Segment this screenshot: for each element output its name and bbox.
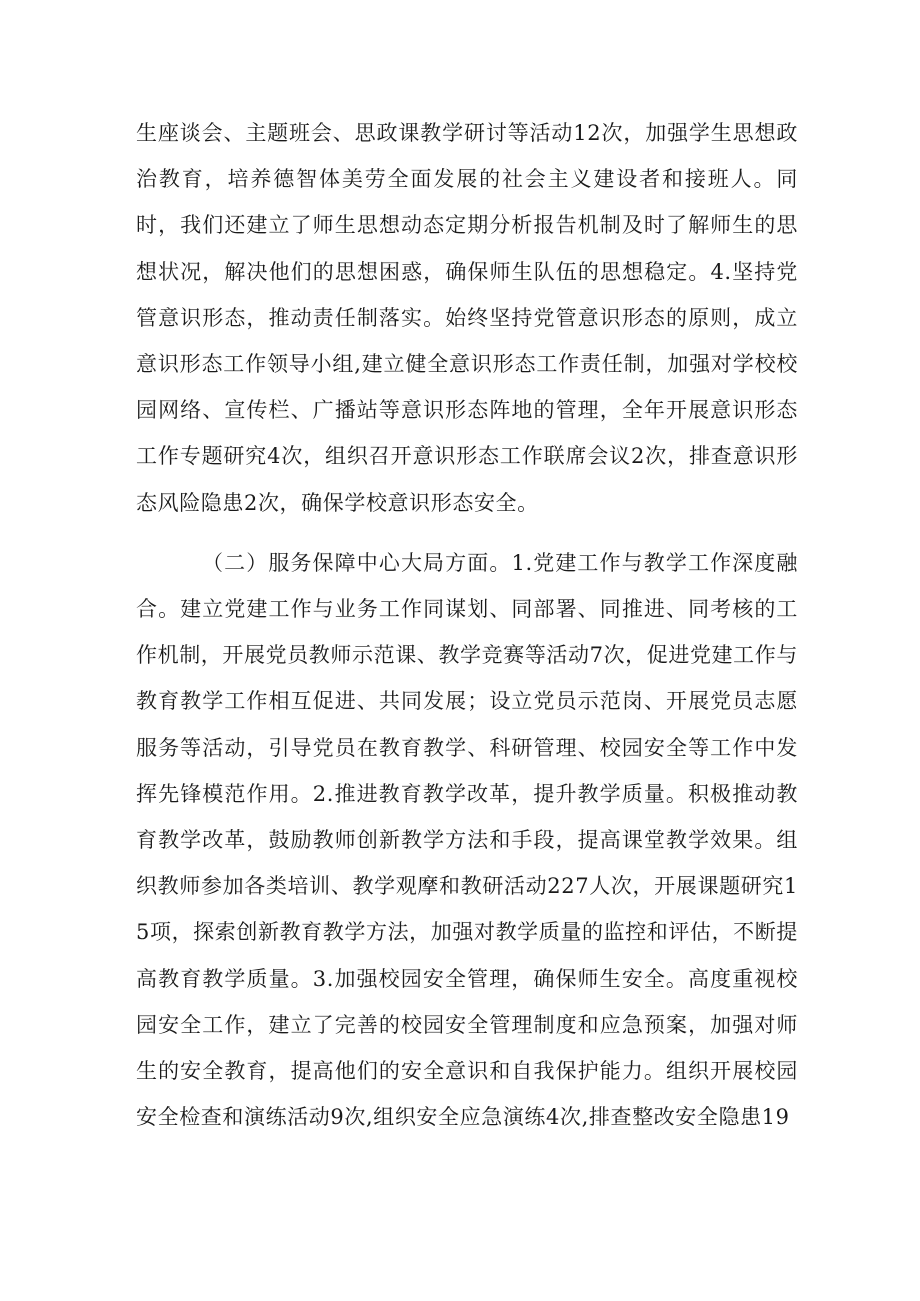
paragraph-continuation: 生座谈会、主题班会、思政课教学研讨等活动12次，加强学生思想政治教育，培养德智体美劳全面发展的社会主义建设者和接班人。同时，我们还建立了师生思想动态定期分析报告机制及时了解师生的思想状况，解决他们的思想困惑，确保师生队伍的思想稳定。4.坚持党管意识形态，推动责任制落实。始终坚持党管意识形态的原则，成立意识形态工作领导小组,建立健全意识形态工作责任制，加强对学校校园网络、宣传栏、广播站等意识形态阵地的管理，全年开展意识形态工作专题研究4次，组织召开意识形态工作联席会议2次，排查意识形态风险隐患2次，确保学校意识形态安全。: [136, 121, 798, 515]
paragraph-service-guarantee: （二）服务保障中心大局方面。1.党建工作与教学工作深度融合。建立党建工作与业务工作同谋划、同部署、同推进、同考核的工作机制，开展党员教师示范课、教学竞赛等活动7次，促进党建工作与教育教学工作相互促进、共同发展；设立党员示范岗、开展党员志愿服务等活动，引导党员在教育教学、科研管理、校园安全等工作中发挥先锋模范作用。2.推进教育教学改革，提升教学质量。积极推动教育教学改革，鼓励教师创新教学方法和手段，提高课堂教学效果。组织教师参加各类培训、教学观摩和教研活动227人次，开展课题研究15项，探索创新教育教学方法，加强对教学质量的监控和评估，不断提高教育教学质量。3.加强校园安全管理，确保师生安全。高度重视校园安全工作，建立了完善的校园安全管理制度和应急预案，加强对师生的安全教育，提高他们的安全意识和自我保护能力。组织开展校园安全检查和演练活动9次,组织安全应急演练4次,排查整改安全隐患19: [136, 550, 798, 1130]
document-body: [136, 110, 798, 1140]
